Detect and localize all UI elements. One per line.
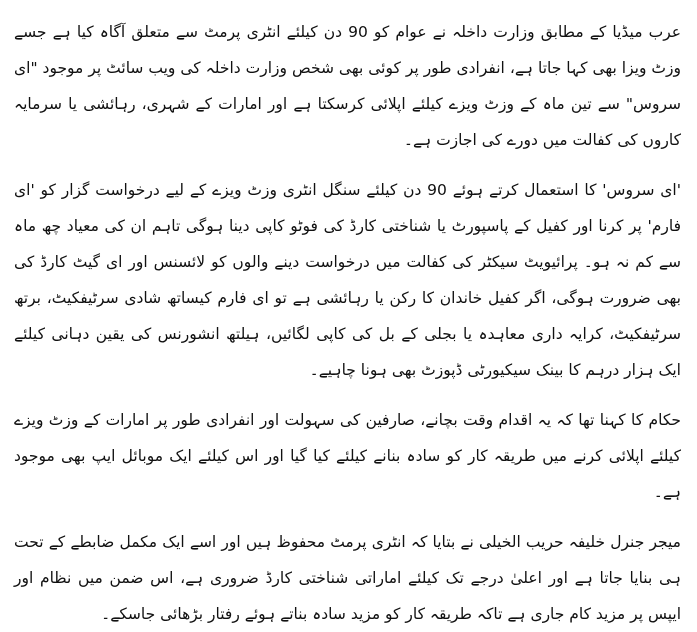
article-paragraph-1: عرب میڈیا کے مطابق وزارت داخلہ نے عوام کو 90 دن کیلئے انٹری پرمٹ سے متعلق آگاہ کیا ہے جسے وزٹ ویزا بھی کہا جاتا ہے، انفرادی طور پر کوئی بھی شخص وزارت داخلہ کی ویب سائٹ پر موجود "ای سروس" سے تین ماہ کے وزٹ ویزے کیلئے اپلائی کرسکتا ہے اور امارات کے شہری، رہائشی یا سرمایہ کاروں کی کفالت میں دورے کی اجازت ہے۔: [14, 23, 681, 149]
article-paragraph-2: 'ای سروس' کا استعمال کرتے ہوئے 90 دن کیلئے سنگل انٹری وزٹ ویزے کے لیے درخواست گزار کو 'ای فارم' پر کرنا اور کفیل کے پاسپورٹ یا شناختی کارڈ کی فوٹو کاپی دینا ہوگی تاہم ان کی معیاد چھ ماہ سے کم نہ ہو۔ پرائیویٹ سیکٹر کی کفالت میں درخواست دینے والوں کو لائسنس اور ای گیٹ کارڈ کی بھی ضرورت ہوگی، اگر کفیل خاندان کا رکن یا رہائشی ہے تو ای فارم کیساتھ شادی سرٹیفکیٹ، برتھ سرٹیفکیٹ، کرایہ داری معاہدہ یا بجلی کے بل کی کاپی لگائیں، ہیلتھ انشورنس کی یقین دہانی کیلئے ایک ہزار درہم کا بینک سیکیورٹی ڈپوزٹ بھی ہونا چاہیے۔: [14, 181, 681, 379]
article-paragraph-3: حکام کا کہنا تھا کہ یہ اقدام وقت بچانے، صارفین کی سہولت اور انفرادی طور پر امارات کے وزٹ ویزے کیلئے اپلائی کرنے میں طریقہ کار کو سادہ بنانے کیلئے کیا گیا اور اس کیلئے ایک موبائل ایپ بھی موجود ہے۔: [14, 411, 681, 501]
article-paragraph-4: میجر جنرل خلیفہ حریب الخیلی نے بتایا کہ انٹری پرمٹ محفوظ ہیں اور اسے ایک مکمل ضابطے کے تحت ہی بنایا جاتا ہے اور اعلیٰ درجے تک کیلئے اماراتی شناختی کارڈ ضروری ہے، اس ضمن میں نظام اور ایپس پر مزید کام جاری ہے تاکہ طریقہ کار کو مزید سادہ بناتے ہوئے رفتار بڑھائی جاسکے۔: [14, 533, 681, 623]
